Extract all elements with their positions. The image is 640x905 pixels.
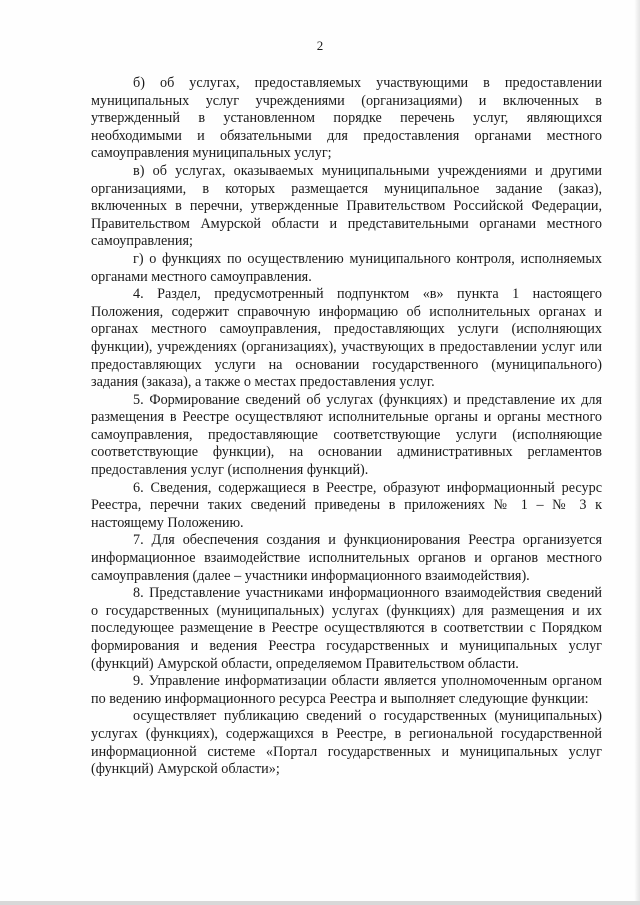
paragraph-9: 9. Управление информатизации области является уполномоченным органом по ведению информационного ресурса Реестра и выполняет следующие функции: (91, 673, 602, 707)
paragraph-b-services: б) об услугах, предоставляемых участвующими в предоставлении муниципальных услуг учреждениями (организациями) и включенных в утвержденный в установленном порядке перечень услуг, являющихся необходимыми и обязательными для предоставления органами местного самоуправления муниципальных услуг; (91, 75, 602, 162)
document-body (91, 75, 602, 779)
scan-bottom-edge (0, 901, 640, 905)
paragraph-g-functions: г) о функциях по осуществлению муниципального контроля, исполняемых органами местного самоуправления. (91, 250, 602, 285)
paragraph-5: 5. Формирование сведений об услугах (функциях) и представление их для размещения в Реестре осуществляют исполнительные органы и органы местного самоуправления, предоставляющие соответствующие услуги (исполняющие соответствующие функции), на основании административных регламентов предоставления услуг (исполнения функций). (91, 391, 602, 479)
paragraph-9-publication: осуществляет публикацию сведений о государственных (муниципальных) услугах (функциях), содержащихся в Реестре, в региональной государственной информационной системе «Портал государственных и муниципальных услуг (функций) Амурской области»; (91, 708, 602, 778)
paragraph-v-services: в) об услугах, оказываемых муниципальными учреждениями и другими организациями, в которых размещается муниципальное задание (заказ), включенных в перечни, утвержденные Правительством Российской Федерации, Правительством Амурской области и представительными органами местного самоуправления; (91, 162, 602, 250)
paragraph-8: 8. Представление участниками информационного взаимодействия сведений о государственных (муниципальных) услугах (функциях) для размещения и их последующее размещение в Реестре осуществляются в соответствии с Порядком формирования и ведения Реестра государственных и муниципальных услуг (функций) Амурской области, определяемом Правительством области. (91, 585, 602, 672)
page-number: 2 (316, 38, 324, 53)
paragraph-6: 6. Сведения, содержащиеся в Реестре, образуют информационный ресурс Реестра, перечни таких сведений приведены в приложениях № 1 – № 3 к настоящему Положению. (91, 479, 602, 531)
paragraph-4: 4. Раздел, предусмотренный подпунктом «в» пункта 1 настоящего Положения, содержит справочную информацию об исполнительных органах и органах местного самоуправления, предоставляющих услуги (исполняющих функции), учреждениях (организациях), участвующих в предоставлении услуг или предоставляющих услуги на основании государственного (муниципального) задания (заказа), а также о местах предоставления услуг. (91, 286, 602, 391)
paragraph-7: 7. Для обеспечения создания и функционирования Реестра организуется информационное взаимодействие исполнительных органов и органов местного самоуправления (далее – участники информационного взаимодействия). (91, 532, 602, 584)
scan-right-edge (634, 0, 640, 905)
